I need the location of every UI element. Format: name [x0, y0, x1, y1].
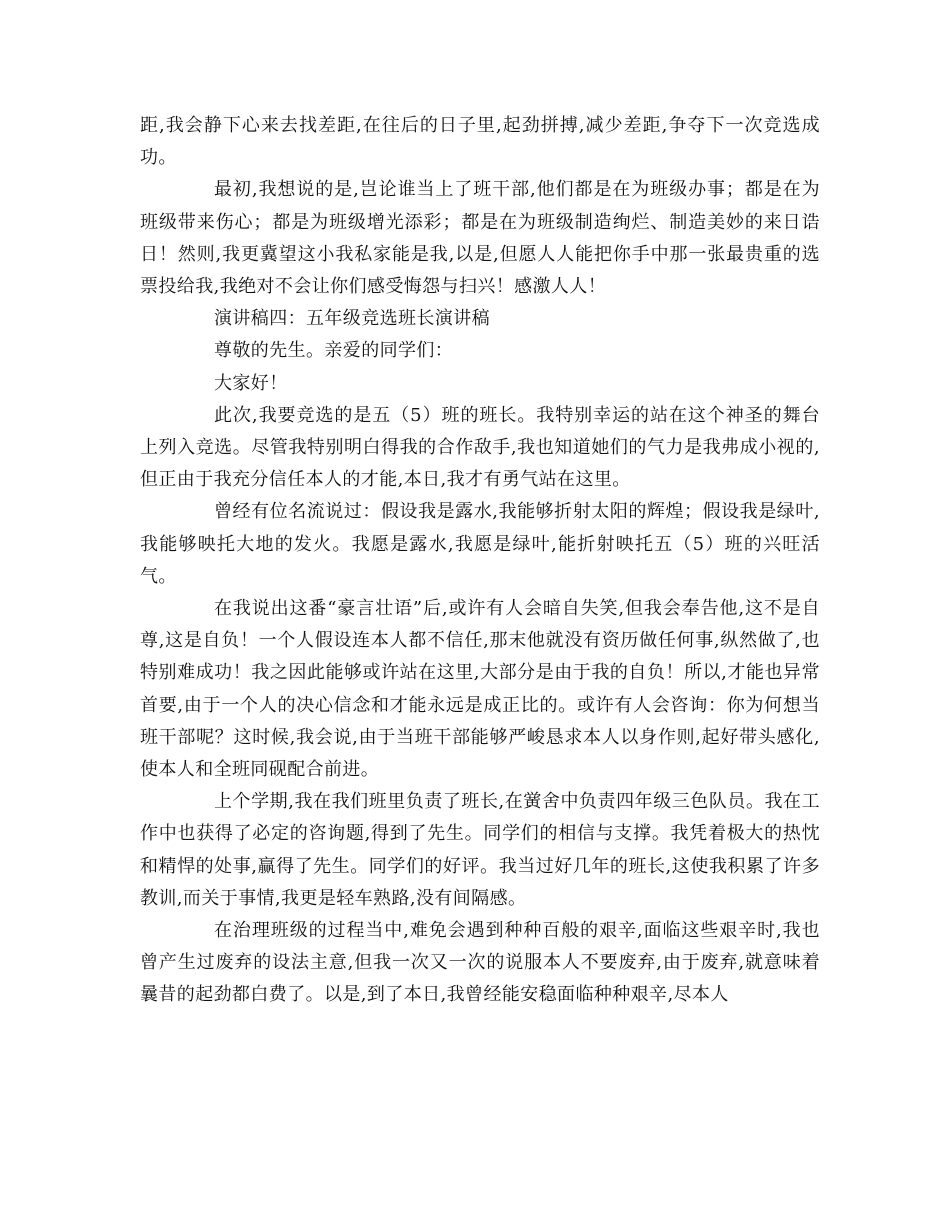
section-heading: 演讲稿四：五年级竞选班长演讲稿 [214, 308, 490, 330]
greeting: 大家好！ [214, 372, 288, 394]
paragraph: 距,我会静下心来去找差距,在往后的日子里,起劲拼搏,减少差距,争夺下一次竞选成功。 [140, 115, 820, 169]
paragraph: 在我说出这番“豪言壮语”后,或许有人会暗自失笑,但我会奉告他,这不是自尊,这是自负！一个人假设连本人都不信任,那末他就没有资历做任何事,纵然做了,也特别难成功！我之因此能够或许站在这里,大部分是由于我的自负！所以,才能也异常首要,由于一个人的决心信念和才能永远是成正比的。或许有人会咨询：你为何想当班干部呢？这时候,我会说,由于当班干部能够严峻恳求本人以身作则,起好带头感化,使本人和全班同砚配合前进。 [140, 598, 820, 781]
document-body [140, 110, 820, 1012]
paragraph: 此次,我要竞选的是五（5）班的班长。我特别幸运的站在这个神圣的舞台上列入竞选。尽管我特别明白得我的合作敌手,我也知道她们的气力是我弗成小视的,但正由于我充分信任本人的才能,本日,我才有勇气站在这里。 [140, 404, 820, 491]
paragraph: 上个学期,我在我们班里负责了班长,在黉舍中负责四年级三色队员。我在工作中也获得了必定的咨询题,得到了先生。同学们的相信与支撑。我凭着极大的热忱和精悍的处事,赢得了先生。同学们的好评。我当过好几年的班长,这使我积累了许多教训,而关于事情,我更是轻车熟路,没有间隔感。 [140, 791, 820, 909]
salutation: 尊敬的先生。亲爱的同学们： [214, 340, 454, 362]
paragraph: 最初,我想说的是,岂论谁当上了班干部,他们都是在为班级办事；都是在为班级带来伤心；都是为班级增光添彩；都是在为班级制造绚烂、制造美妙的来日诰日！然则,我更冀望这小我私家能是我,以是,但愿人人能把你手中那一张最贵重的选票投给我,我绝对不会让你们感受悔怨与扫兴！感激人人！ [140, 179, 820, 298]
paragraph: 曾经有位名流说过：假设我是露水,我能够折射太阳的辉煌；假设我是绿叶,我能够映托大地的发火。我愿是露水,我愿是绿叶,能折射映托五（5）班的兴旺活气。 [140, 501, 820, 587]
paragraph: 在治理班级的过程当中,难免会遇到种种百般的艰辛,面临这些艰辛时,我也曾产生过废弃的设法主意,但我一次又一次的说服本人不要废弃,由于废弃,就意味着曩昔的起劲都白费了。以是,到了本日,我曾经能安稳面临种种艰辛,尽本人 [140, 920, 820, 1006]
